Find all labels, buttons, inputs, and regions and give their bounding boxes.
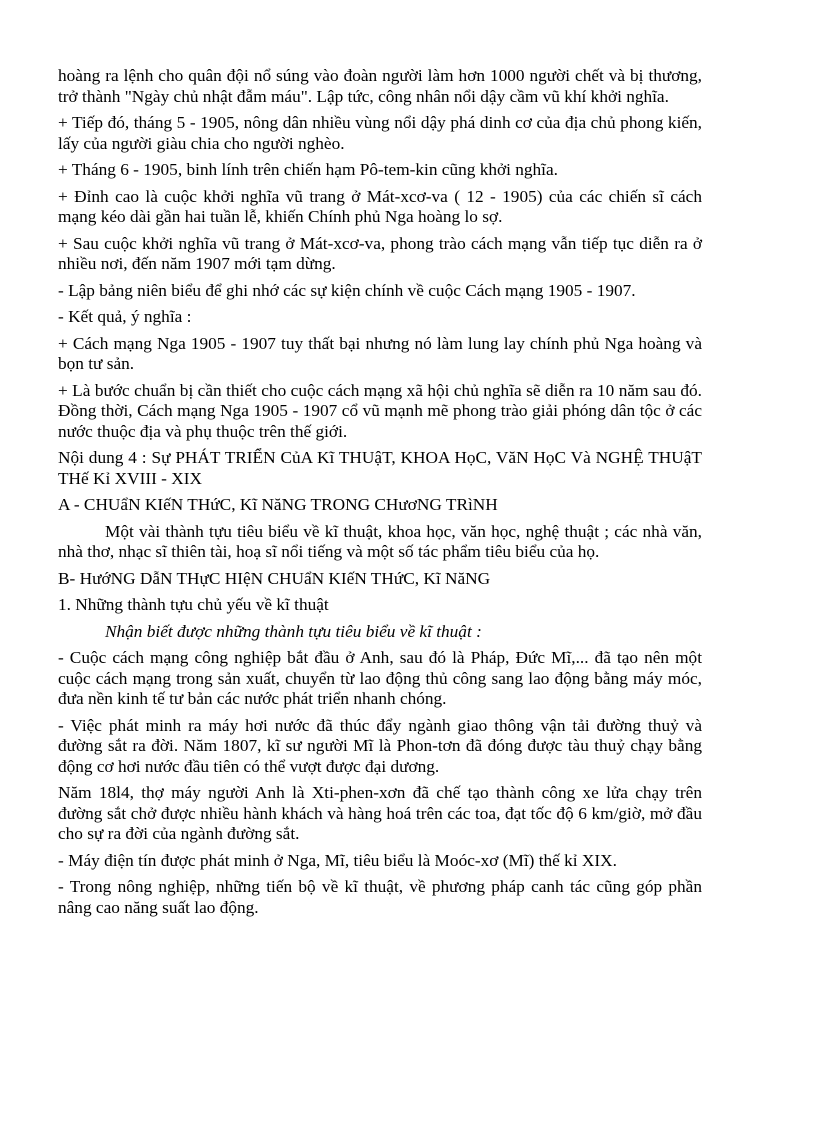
paragraph-telegraph: - Máy điện tín được phát minh ở Nga, Mĩ, tiêu biểu là Moóc-xơ (Mĩ) thế kỉ XIX. — [58, 850, 617, 870]
paragraph-locomotive: Năm 18l4, thợ máy người Anh là Xti-phen-xơn đã chế tạo thành công xe lửa chạy trên đường sắt chở được nhiều hành khách và hàng hoá trên các toa, đạt tốc độ 6 km/giờ, mở đầu cho sự ra đời của ngành đường sắt. — [58, 783, 702, 843]
paragraph-results-heading: - Kết quả, ý nghĩa : — [58, 307, 192, 326]
paragraph-recognize-achievements: Nhận biết được những thành tựu tiêu biểu về kĩ thuật : — [105, 621, 482, 641]
subheading-technical-achievements: 1. Những thành tựu chủ yếu về kĩ thuật — [58, 595, 329, 614]
document-page — [58, 66, 702, 924]
section-heading-a: A - CHUẩN KIếN THứC, Kĩ NăNG TRONG CHươNG TRìNH — [58, 495, 498, 514]
paragraph-peasant-uprising: + Tiếp đó, tháng 5 - 1905, nông dân nhiều vùng nổi dậy phá dinh cơ của địa chủ phong kiến, lấy của người giàu chia cho người nghèo. — [58, 113, 702, 153]
paragraph-agriculture: - Trong nông nghiệp, những tiến bộ về kĩ thuật, về phương pháp canh tác cũng góp phần nâng cao năng suất lao động. — [58, 877, 702, 917]
paragraph-potemkin: + Tháng 6 - 1905, binh lính trên chiến hạm Pô-tem-kin cũng khởi nghĩa. — [58, 160, 558, 179]
paragraph-result-2: + Là bước chuẩn bị cần thiết cho cuộc cách mạng xã hội chủ nghĩa sẽ diễn ra 10 năm sau đó. Đồng thời, Cách mạng Nga 1905 - 1907 cổ vũ mạnh mẽ phong trào giải phóng dân tộc ở các nước thuộc địa và phụ thuộc trên thế giới. — [58, 380, 702, 441]
paragraph-bloody-sunday: hoàng ra lệnh cho quân đội nổ súng vào đoàn người làm hơn 1000 người chết và bị thương, trở thành "Ngày chủ nhật đẫm máu". Lập tức, công nhân nổi dậy cầm vũ khí khởi nghĩa. — [58, 66, 702, 106]
paragraph-achievements-summary: Một vài thành tựu tiêu biểu về kĩ thuật, khoa học, văn học, nghệ thuật ; các nhà văn, nhà thơ, nhạc sĩ thiên tài, hoạ sĩ nổi tiếng và một số tác phẩm tiêu biểu của họ. — [58, 521, 702, 561]
section-title-content-4: Nội dung 4 : Sự PHÁT TRIỂN CủA Kĩ THUậT, KHOA HọC, VăN HọC Và NGHỆ THUậT THế Kỉ XVIII - XIX — [58, 448, 702, 488]
paragraph-result-1: + Cách mạng Nga 1905 - 1907 tuy thất bại nhưng nó làm lung lay chính phủ Nga hoàng và bọn tư sản. — [58, 333, 702, 373]
paragraph-chronology-task: - Lập bảng niên biểu để ghi nhớ các sự kiện chính về cuộc Cách mạng 1905 - 1907. — [58, 280, 636, 300]
section-heading-b: B- HướNG DẫN THựC HIệN CHUẩN KIếN THứC, Kĩ NăNG — [58, 568, 491, 588]
paragraph-industrial-revolution: - Cuộc cách mạng công nghiệp bắt đầu ở Anh, sau đó là Pháp, Đức Mĩ,... đã tạo nên một cuộc cách mạng trong sản xuất, chuyển từ lao động thủ công sang lao động bằng máy móc, đưa nền kinh tế tư bản các nước phát triển nhanh chóng. — [58, 648, 702, 708]
paragraph-steam-engine: - Việc phát minh ra máy hơi nước đã thúc đẩy ngành giao thông vận tải đường thuỷ và đường sắt ra đời. Năm 1807, kĩ sư người Mĩ là Phon-tơn đã đóng được tàu thuỷ chạy bằng động cơ hơi nước đầu tiên có thể vượt được đại dương. — [58, 715, 702, 776]
paragraph-revolution-continues: + Sau cuộc khởi nghĩa vũ trang ở Mát-xcơ-va, phong trào cách mạng vẫn tiếp tục diễn ra ở nhiều nơi, đến năm 1907 mới tạm dừng. — [58, 233, 702, 273]
paragraph-moscow-uprising: + Đỉnh cao là cuộc khởi nghĩa vũ trang ở Mát-xcơ-va ( 12 - 1905) của các chiến sĩ cách mạng kéo dài gần hai tuần lễ, khiến Chính phủ Nga hoàng lo sợ. — [58, 186, 702, 226]
